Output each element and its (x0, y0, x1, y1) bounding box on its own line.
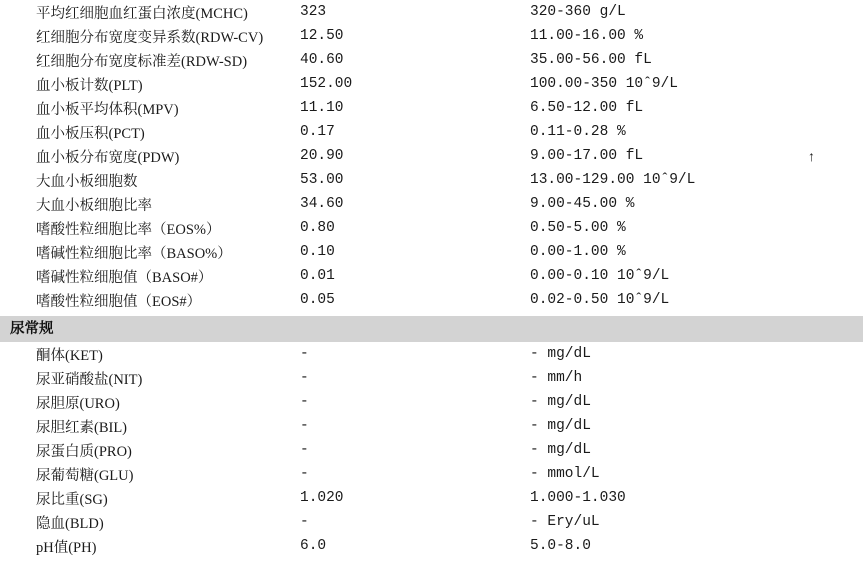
blood-item-range: 0.00-0.10 10ˆ9/L (530, 268, 670, 284)
urine-item-range: 5.0-8.0 (530, 538, 591, 554)
table-row (0, 462, 863, 486)
table-row (0, 144, 863, 168)
blood-item-range: 9.00-17.00 fL (530, 148, 644, 164)
urine-item-range: - mmol/L (530, 466, 600, 482)
table-row (0, 390, 863, 414)
blood-item-range: 35.00-56.00 fL (530, 52, 652, 68)
blood-item-name: 血小板计数(PLT) (36, 77, 143, 94)
flag-placeholder (780, 390, 863, 414)
blood-item-name: 嗜碱性粒细胞值（BASO#） (36, 269, 213, 286)
flag-placeholder (780, 216, 863, 240)
urine-item-value: 1.020 (300, 490, 344, 506)
blood-item-name: 血小板压积(PCT) (36, 125, 145, 142)
flag-placeholder (780, 462, 863, 486)
abnormal-flag-icon: ↑ (808, 148, 815, 164)
blood-item-range: 320-360 g/L (530, 4, 626, 20)
urine-item-range: - mg/dL (530, 442, 591, 458)
table-row (0, 96, 863, 120)
blood-item-name: 大血小板细胞比率 (36, 197, 152, 214)
urine-results-body (0, 342, 863, 558)
blood-item-range: 0.00-1.00 % (530, 244, 626, 260)
table-row (0, 48, 863, 72)
flag-placeholder (780, 240, 863, 264)
urine-item-value: - (300, 418, 309, 434)
blood-item-value: 152.00 (300, 76, 353, 92)
urine-item-range: - mg/dL (530, 394, 591, 410)
flag-placeholder (780, 0, 863, 24)
urine-item-name: 尿葡萄糖(GLU) (36, 467, 134, 484)
blood-item-value: 20.90 (300, 148, 344, 164)
urine-item-name: 尿胆原(URO) (36, 395, 120, 412)
table-row (0, 366, 863, 390)
blood-item-name: 嗜酸性粒细胞比率（EOS%） (36, 221, 221, 238)
blood-item-range: 11.00-16.00 % (530, 28, 644, 44)
urine-item-name: pH值(PH) (36, 539, 97, 556)
section-header-body (0, 312, 863, 342)
urine-item-name: 尿亚硝酸盐(NIT) (36, 371, 143, 388)
blood-item-name: 平均红细胞血红蛋白浓度(MCHC) (36, 5, 248, 22)
urine-item-value: - (300, 346, 309, 362)
table-row (0, 510, 863, 534)
table-row (0, 120, 863, 144)
blood-item-name: 红细胞分布宽度变异系数(RDW-CV) (36, 29, 264, 46)
blood-item-range: 100.00-350 10ˆ9/L (530, 76, 678, 92)
flag-placeholder (780, 438, 863, 462)
blood-item-name: 红细胞分布宽度标准差(RDW-SD) (36, 53, 248, 70)
blood-item-name: 嗜碱性粒细胞比率（BASO%） (36, 245, 232, 262)
flag-placeholder (780, 342, 863, 366)
blood-item-name: 血小板分布宽度(PDW) (36, 149, 180, 166)
blood-item-range: 6.50-12.00 fL (530, 100, 644, 116)
blood-item-range: 0.02-0.50 10ˆ9/L (530, 292, 670, 308)
table-row (0, 438, 863, 462)
table-row (0, 0, 863, 24)
urine-item-range: 1.000-1.030 (530, 490, 626, 506)
table-row (0, 342, 863, 366)
table-row (0, 486, 863, 510)
flag-placeholder (780, 414, 863, 438)
urine-item-name: 尿比重(SG) (36, 491, 108, 508)
urine-item-value: - (300, 394, 309, 410)
blood-item-name: 嗜酸性粒细胞值（EOS#） (36, 293, 202, 310)
blood-item-range: 13.00-129.00 10ˆ9/L (530, 172, 696, 188)
flag-placeholder (780, 192, 863, 216)
blood-item-name: 血小板平均体积(MPV) (36, 101, 179, 118)
table-row (0, 168, 863, 192)
urine-item-value: - (300, 466, 309, 482)
urine-item-name: 尿蛋白质(PRO) (36, 443, 132, 460)
blood-item-value: 0.01 (300, 268, 335, 284)
urine-item-name: 尿胆红素(BIL) (36, 419, 128, 436)
table-row (0, 72, 863, 96)
blood-item-value: 11.10 (300, 100, 344, 116)
flag-placeholder (780, 510, 863, 534)
section-header-row (0, 316, 863, 342)
flag-placeholder (780, 486, 863, 510)
urine-item-value: - (300, 442, 309, 458)
urine-item-value: - (300, 514, 309, 530)
blood-item-range: 0.11-0.28 % (530, 124, 626, 140)
flag-placeholder (780, 168, 863, 192)
blood-item-value: 323 (300, 4, 327, 20)
table-row (0, 414, 863, 438)
blood-item-name: 大血小板细胞数 (36, 173, 138, 190)
flag-placeholder (780, 120, 863, 144)
section-title: 尿常规 (10, 321, 54, 337)
urine-item-range: - mg/dL (530, 346, 591, 362)
table-row (0, 24, 863, 48)
blood-item-value: 0.17 (300, 124, 335, 140)
blood-item-value: 12.50 (300, 28, 344, 44)
flag-placeholder (780, 264, 863, 288)
blood-item-value: 34.60 (300, 196, 344, 212)
flag-placeholder (780, 96, 863, 120)
table-row (0, 192, 863, 216)
flag-placeholder (780, 24, 863, 48)
section-header-cell (0, 316, 863, 342)
urine-item-name: 隐血(BLD) (36, 515, 104, 532)
blood-item-value: 53.00 (300, 172, 344, 188)
flag-placeholder (780, 366, 863, 390)
flag-placeholder (780, 534, 863, 558)
blood-item-value: 0.05 (300, 292, 335, 308)
blood-item-value: 40.60 (300, 52, 344, 68)
blood-item-value: 0.80 (300, 220, 335, 236)
blood-item-range: 0.50-5.00 % (530, 220, 626, 236)
table-row (0, 288, 863, 312)
urine-item-range: - mm/h (530, 370, 583, 386)
flag-placeholder (780, 72, 863, 96)
urine-item-name: 酮体(KET) (36, 347, 103, 364)
urine-item-value: - (300, 370, 309, 386)
blood-item-range: 9.00-45.00 % (530, 196, 635, 212)
flag-placeholder (780, 48, 863, 72)
blood-item-value: 0.10 (300, 244, 335, 260)
table-row (0, 240, 863, 264)
urine-item-range: - Ery/uL (530, 514, 600, 530)
flag-placeholder (780, 288, 863, 312)
table-row (0, 216, 863, 240)
table-row (0, 534, 863, 558)
table-row (0, 264, 863, 288)
urine-item-value: 6.0 (300, 538, 327, 554)
urine-item-range: - mg/dL (530, 418, 591, 434)
